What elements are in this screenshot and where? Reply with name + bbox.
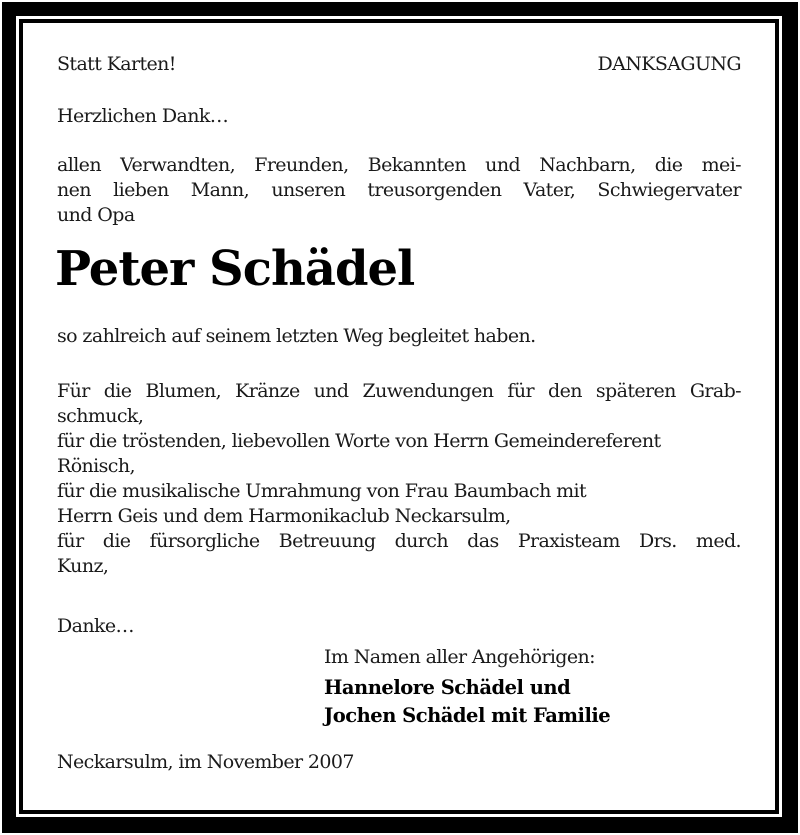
intro-line: allen Verwandten, Freunden, Bekannten und Nachbarn, die mei- bbox=[57, 154, 741, 176]
intro-line: nen lieben Mann, unseren treusorgenden Vater, Schwiegervater bbox=[57, 179, 741, 201]
on-behalf-line: Im Namen aller Angehörigen: bbox=[324, 646, 595, 668]
thanks-line: Herrn Geis und dem Harmonikaclub Neckarsulm, bbox=[57, 505, 511, 527]
thanks-paragraph bbox=[57, 379, 741, 579]
thanks-line: Rönisch, bbox=[57, 455, 135, 477]
signer-name: Jochen Schädel mit Familie bbox=[324, 704, 611, 727]
border-gap bbox=[16, 16, 782, 817]
signature-block bbox=[324, 646, 610, 730]
thanks-line: schmuck, bbox=[57, 405, 144, 427]
thanks-line: Kunz, bbox=[57, 555, 109, 577]
thanks-line: für die tröstenden, liebevollen Worte von Herrn Gemeindereferent bbox=[57, 430, 661, 452]
intro-paragraph bbox=[57, 153, 741, 228]
deceased-name: Peter Schädel bbox=[55, 241, 415, 297]
closing-danke: Danke… bbox=[57, 615, 134, 637]
header-statt-karten: Statt Karten! bbox=[57, 53, 176, 75]
follow-line: so zahlreich auf seinem letzten Weg begleitet haben. bbox=[57, 325, 536, 347]
intro-line: und Opa bbox=[57, 204, 135, 226]
outer-black-border bbox=[2, 2, 798, 833]
thanks-line: für die fürsorgliche Betreuung durch das Praxisteam Drs. med. bbox=[57, 530, 741, 552]
notice-content bbox=[57, 23, 741, 810]
signer-name: Hannelore Schädel und bbox=[324, 676, 571, 699]
thanks-line: Für die Blumen, Kränze und Zuwendungen für den späteren Grab- bbox=[57, 380, 741, 402]
header-danksagung: DANKSAGUNG bbox=[597, 53, 741, 75]
thanks-line: für die musikalische Umrahmung von Frau Baumbach mit bbox=[57, 480, 587, 502]
inner-border bbox=[19, 19, 779, 814]
greeting: Herzlichen Dank… bbox=[57, 105, 229, 127]
place-date: Neckarsulm, im November 2007 bbox=[57, 751, 354, 773]
